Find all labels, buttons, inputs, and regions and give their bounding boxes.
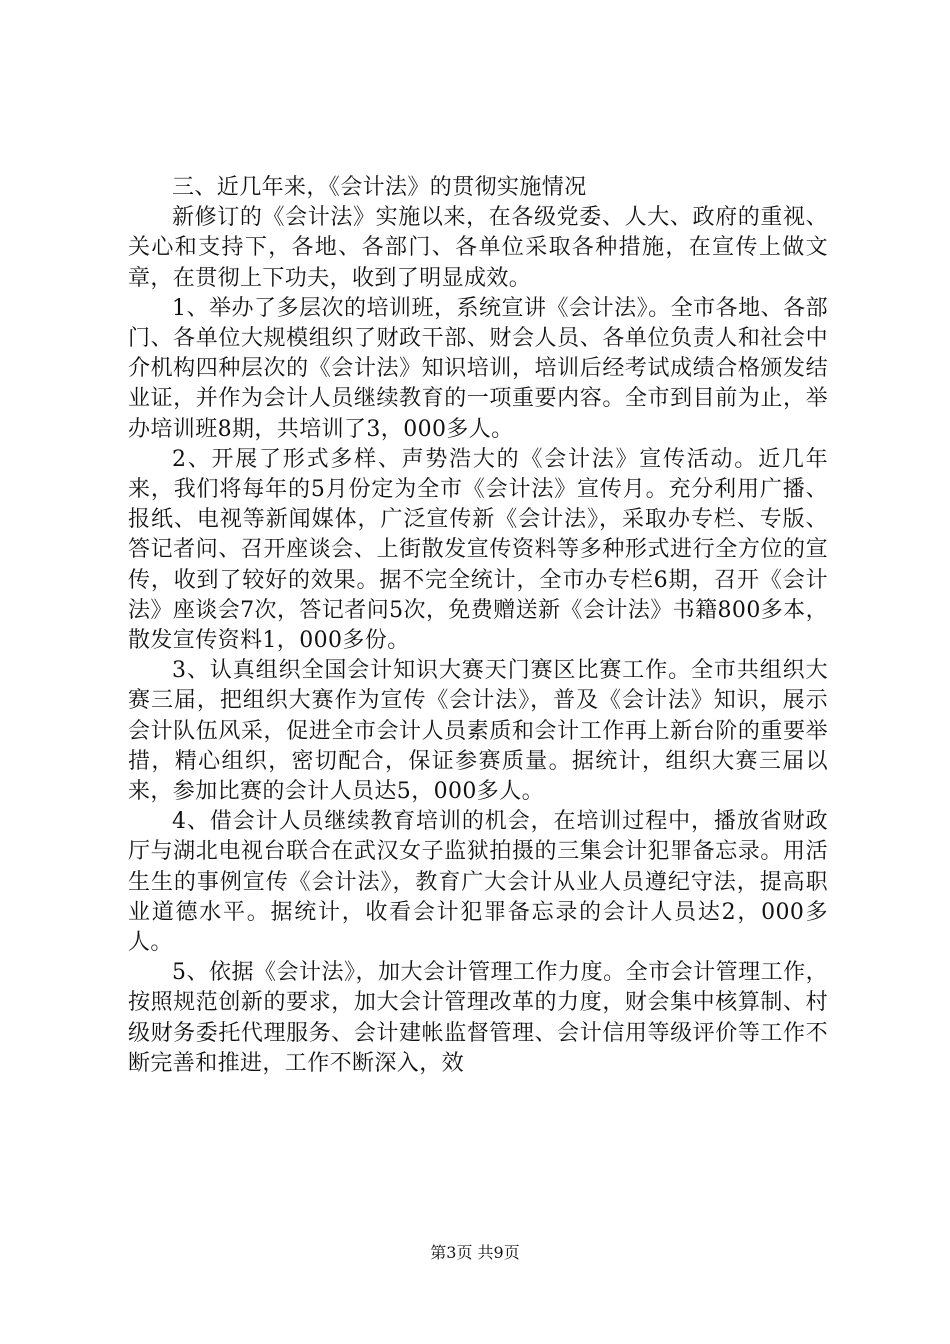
- paragraph-item-1: 1、举办了多层次的培训班，系统宣讲《会计法》。全市各地、各部门、各单位大规模组织了财政干部、财会人员、各单位负责人和社会中介机构四种层次的《会计法》知识培训，培训后经考试成绩合格颁发结业证，并作为会计人员继续教育的一项重要内容。全市到目前为止，举办培训班8期，共培训了3，000多人。: [128, 295, 828, 442]
- section-heading: 三、近几年来，《会计法》的贯彻实施情况: [172, 175, 587, 200]
- document-body: [128, 173, 828, 1079]
- paragraph-item-3: 3、认真组织全国会计知识大赛天门赛区比赛工作。全市共组织大赛三届，把组织大赛作为宣传《会计法》，普及《会计法》知识，展示会计队伍风采，促进全市会计人员素质和会计工作再上新台阶的重要举措，精心组织，密切配合，保证参赛质量。据统计，组织大赛三届以来，参加比赛的会计人员达5，000多人。: [128, 658, 828, 805]
- paragraph-intro: 新修订的《会计法》实施以来，在各级党委、人大、政府的重视、关心和支持下，各地、各部门、各单位采取各种措施，在宣传上做文章，在贯彻上下功夫，收到了明显成效。: [128, 205, 828, 291]
- paragraph-item-4: 4、借会计人员继续教育培训的机会，在培训过程中，播放省财政厅与湖北电视台联合在武汉女子监狱拍摄的三集会计犯罪备忘录。用活生生的事例宣传《会计法》，教育广大会计从业人员遵纪守法，提高职业道德水平。据统计，收看会计犯罪备忘录的会计人员达2，000多人。: [128, 809, 828, 956]
- page-number-footer: 第3页 共9页: [430, 1243, 520, 1262]
- paragraph-item-2: 2、开展了形式多样、声势浩大的《会计法》宣传活动。近几年来，我们将每年的5月份定为全市《会计法》宣传月。充分利用广播、报纸、电视等新闻媒体，广泛宣传新《会计法》，采取办专栏、专版、答记者问、召开座谈会、上街散发宣传资料等多种形式进行全方位的宣传，收到了较好的效果。据不完全统计，全市办专栏6期，召开《会计法》座谈会7次，答记者问5次，免费赠送新《会计法》书籍800多本，散发宣传资料1，000多份。: [128, 446, 828, 654]
- paragraph-item-5: 5、依据《会计法》，加大会计管理工作力度。全市会计管理工作，按照规范创新的要求，加大会计管理改革的力度，财会集中核算制、村级财务委托代理服务、会计建帐监督管理、会计信用等级评价等工作不断完善和推进，工作不断深入，效: [128, 960, 828, 1076]
